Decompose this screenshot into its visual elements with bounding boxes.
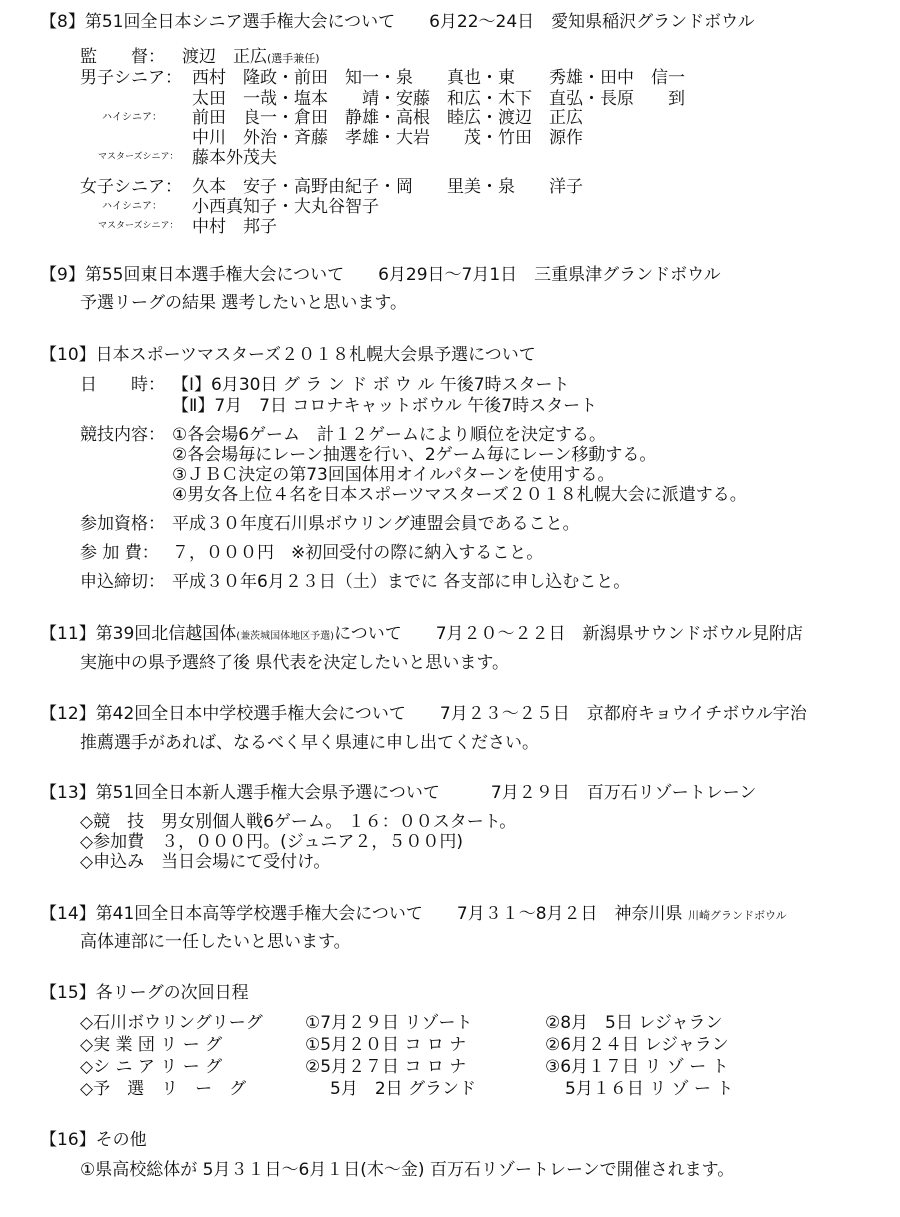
content-4: ④男女各上位４名を日本スポーツマスターズ２０１８札幌大会に派遣する。	[172, 485, 747, 505]
section-11-body: 実施中の県予選終了後 県代表を決定したいと思います。	[80, 653, 510, 673]
league-row-second: ③6月１７日 リ ゾ ー ト	[545, 1057, 729, 1077]
fee: ７，０００円 ※初回受付の際に納入すること。	[172, 543, 544, 563]
men-senior-row-2: 太田 一哉・塩本 靖・安藤 和広・木下 直弘・長原 到	[192, 89, 685, 109]
masters-senior-row: 藤本外茂夫	[192, 148, 277, 168]
league-row-name: ◇石川ボウリングリーグ	[80, 1013, 263, 1033]
league-row-second: ②8月 5日 レジャラン	[545, 1013, 723, 1033]
deadline: 平成３０年6月２３日（土）までに 各支部に申し込むこと。	[172, 572, 631, 592]
qualification: 平成３０年度石川県ボウリング連盟会員であること。	[172, 514, 580, 534]
women-masters-senior-label: マスターズシニア：	[98, 221, 179, 231]
section-13-item-3: ◇申込み 当日会場にて受付け。	[80, 852, 331, 872]
content-label: 競技内容：	[80, 425, 165, 445]
section-11-note: (兼茨城国体地区予選)	[236, 631, 335, 642]
women-senior-row: 久本 安子・高野由紀子・岡 里美・泉 洋子	[192, 177, 583, 197]
league-row-first: ②5月２７日 コ ロ ナ	[305, 1057, 467, 1077]
qualification-label: 参加資格：	[80, 514, 165, 534]
league-row-first: ①5月２０日 コ ロ ナ	[305, 1035, 467, 1055]
league-row-first: 5月 2日 グランド	[330, 1079, 477, 1099]
league-row-name: ◇実 業 団 リ ー グ	[80, 1035, 223, 1055]
section-10-heading: 【10】日本スポーツマスターズ２０１８札幌大会県予選について	[40, 345, 536, 365]
high-senior-label: ハイシニア：	[102, 112, 162, 123]
women-masters-senior-row: 中村 邦子	[192, 217, 277, 237]
men-senior-row-1: 西村 隆政・前田 知一・泉 真也・東 秀雄・田中 信一	[192, 68, 685, 88]
women-high-senior-label: ハイシニア：	[102, 201, 162, 212]
section-11-heading: 【11】第39回北信越国体(兼茨城国体地区予選)について 7月２０～２２日 新潟県サウンドボウル見附店	[40, 624, 804, 644]
section-16-heading: 【16】その他	[40, 1130, 147, 1150]
section-14-venue-note: 川崎グランドボウル	[687, 909, 787, 922]
women-high-senior-row: 小西真知子・大丸谷智子	[192, 197, 379, 217]
league-row-second: 5月１６日 リ ゾ ー ト	[565, 1079, 734, 1099]
section-9-body: 予選リーグの結果 選考したいと思います。	[80, 293, 408, 313]
kantoku-note: (選手兼任)	[267, 52, 320, 65]
section-15-heading: 【15】各リーグの次回日程	[40, 983, 249, 1003]
section-12-heading: 【12】第42回全日本中学校選手権大会について 7月２３～２５日 京都府キョウイチボウル宇治	[40, 704, 807, 724]
content-1: ①各会場6ゲーム 計１２ゲームにより順位を決定する。	[172, 425, 607, 445]
kantoku-name: 渡辺 正広(選手兼任)	[182, 47, 320, 67]
deadline-label: 申込締切：	[80, 572, 165, 592]
high-senior-row-2: 中川 外治・斉藤 孝雄・大岩 茂・竹田 源作	[192, 128, 583, 148]
men-senior-label: 男子シニア：	[80, 68, 182, 88]
section-13-item-2: ◇参加費 ３，０００円。(ジュニア２，５００円)	[80, 832, 463, 852]
league-row-second: ②6月２４日 レジャラン	[545, 1035, 729, 1055]
section-13-heading: 【13】第51回全日本新人選手権大会県予選について 7月２９日 百万石リゾートレーン	[40, 783, 757, 803]
section-14-body: 高体連部に一任したいと思います。	[80, 932, 351, 952]
high-senior-row-1: 前田 良一・倉田 静雄・高根 睦広・渡辺 正広	[192, 108, 583, 128]
league-row-name: ◇予 選 リ ー グ	[80, 1079, 247, 1099]
league-row-first: ①7月２９日 リゾート	[305, 1013, 473, 1033]
section-8-heading: 【8】第51回全日本シニア選手権大会について 6月22～24日 愛知県稲沢グランドボウル	[40, 12, 755, 32]
section-14-heading: 【14】第41回全日本高等学校選手権大会について 7月３１～8月２日 神奈川県 川崎グランドボウル	[40, 904, 787, 924]
content-3: ③ＪＢＣ決定の第73回国体用オイルパターンを使用する。	[172, 465, 615, 485]
date-2: 【Ⅱ】7月 7日 コロナキャットボウル 午後7時スタート	[172, 396, 598, 416]
masters-senior-label: マスターズシニア：	[98, 152, 179, 162]
kantoku-label: 監 督：	[80, 47, 165, 67]
section-13-item-1: ◇競 技 男女別個人戦6ゲーム。 １６：００スタート。	[80, 812, 517, 832]
date-1: 【Ⅰ】6月30日 グ ラ ン ド ボ ウ ル 午後7時スタート	[172, 375, 570, 395]
date-label: 日 時：	[80, 375, 165, 395]
women-senior-label: 女子シニア：	[80, 177, 182, 197]
section-9-heading: 【9】第55回東日本選手権大会について 6月29日～7月1日 三重県津グランドボウル	[40, 265, 721, 285]
section-12-body: 推薦選手があれば、なるべく早く県連に申し出てください。	[80, 733, 539, 753]
section-16-body: ①県高校総体が 5月３１日～6月１日(木～金) 百万石リゾートレーンで開催されます。	[80, 1160, 735, 1180]
fee-label: 参 加 費：	[80, 543, 159, 563]
league-row-name: ◇シ ニ ア リ ー グ	[80, 1057, 223, 1077]
content-2: ②各会場毎にレーン抽選を行い、2ゲーム毎にレーン移動する。	[172, 445, 657, 465]
